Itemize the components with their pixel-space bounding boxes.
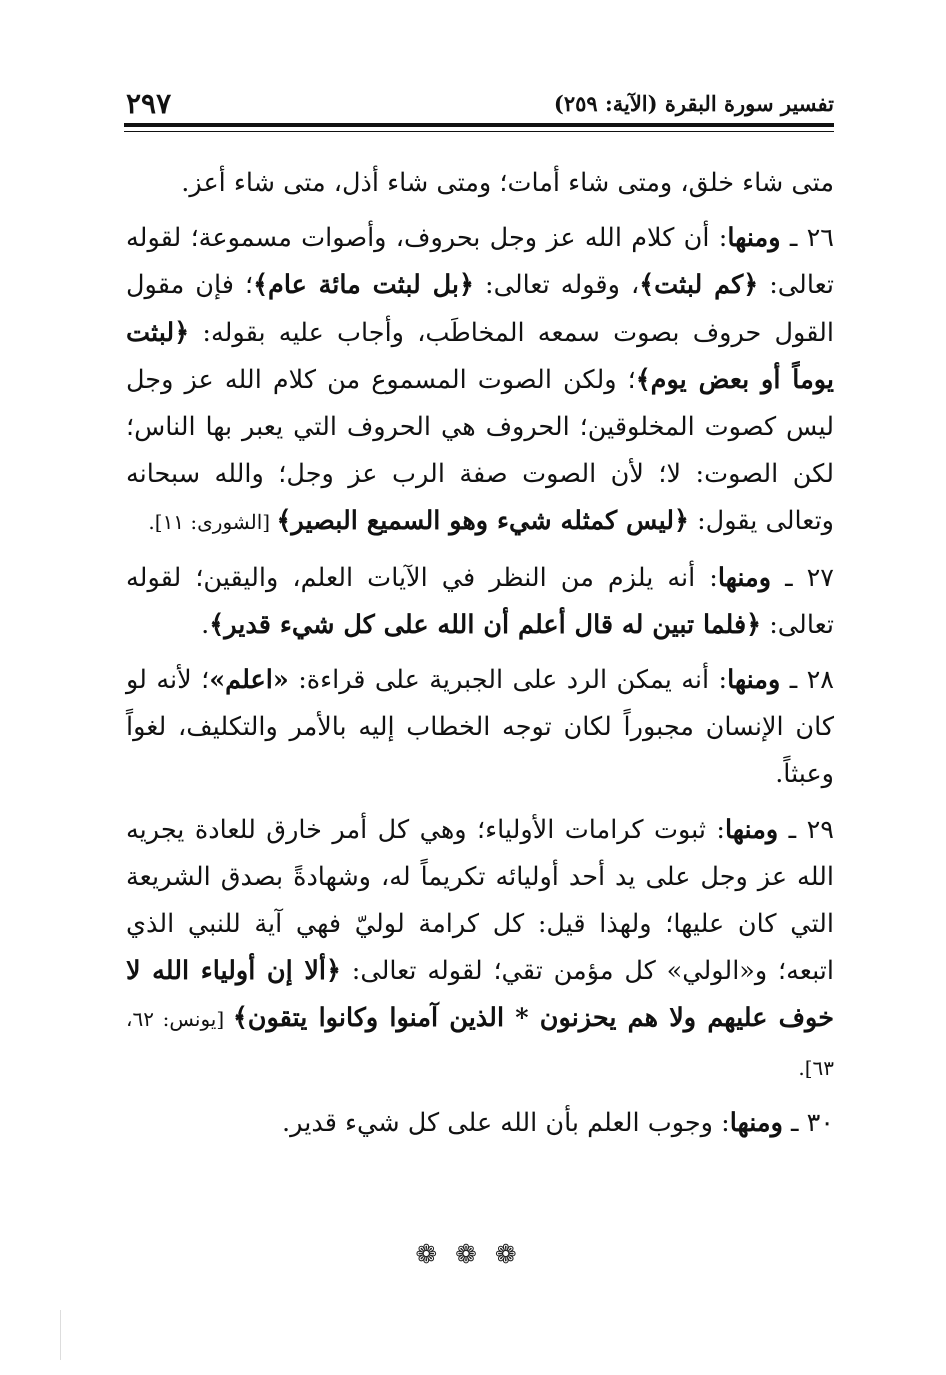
running-title: تفسير سورة البقرة (الآية: ٢٥٩) — [553, 91, 834, 116]
quran-quote: ﴿فلما تبين له قال أعلم أن الله على كل شيء قدير﴾ — [209, 609, 762, 640]
quran-quote: ﴿لبثت يوماً أو بعض يوم﴾ — [126, 317, 834, 395]
paragraph-text: . — [201, 609, 210, 640]
item-number: ٢٩ ـ — [778, 814, 834, 845]
page-number: ٢٩٧ — [126, 87, 172, 120]
item-number: ٢٨ ـ — [780, 665, 834, 696]
item-keyword: ومنها — [727, 223, 781, 254]
paragraph-text: : أن كلام الله عز وجل بحروف، وأصوات مسموعة؛ لقوله تعالى: — [126, 223, 834, 301]
paragraph-text: : أنه يمكن الرد على الجبرية على قراءة: — [288, 665, 728, 696]
paragraph-text: : أنه يلزم من النظر في الآيات العلم، واليقين؛ لقوله تعالى: — [126, 562, 834, 640]
paragraph-29 — [126, 807, 834, 1092]
paragraph-text: : ثبوت كرامات الأولياء؛ وهي كل أمر خارق للعادة يجريه الله عز وجل على يد أحد أوليائه تكريماً له، وشهادةً بصدق الشريعة التي كان عليها؛ ولهذا قيل: كل كرامة لوليّ فهي آية للنبي الذي اتبعه؛ و«الولي» كل مؤمن تقي؛ لقوله تعالى: — [126, 814, 834, 987]
paragraph-30 — [126, 1100, 834, 1147]
paragraph-text: ؛ ولكن الصوت المسموع من كلام الله عز وجل ليس كصوت المخلوقين؛ الحروف هي الحروف التي يعبر بها الناس؛ لكن الصوت: لا؛ لأن الصوت صفة الرب عز وجل؛ والله سبحانه وتعالى يقول: — [126, 364, 834, 537]
verse-reference: [يونس: ٦٢، ٦٣]. — [126, 1007, 834, 1080]
paragraph-text: متى شاء خلق، ومتى شاء أمات؛ ومتى شاء أذل، متى شاء أعز. — [181, 168, 834, 198]
quran-quote: ﴿كم لبثت﴾ — [639, 270, 759, 301]
paragraph-text: ؛ فإن مقول القول حروف بصوت سمعه المخاطَب، وأجاب عليه بقوله: — [126, 270, 834, 348]
paragraph-continuation — [126, 160, 834, 207]
quran-quote: ﴿ليس كمثله شيء وهو السميع البصير﴾ — [276, 506, 689, 537]
item-keyword: ومنها — [725, 814, 779, 845]
verse-reference: [الشورى: ١١]. — [148, 510, 277, 535]
item-number: ٢٦ ـ — [780, 223, 834, 254]
scan-margin-mark — [60, 1310, 61, 1360]
paragraph-27 — [126, 555, 834, 649]
item-keyword: ومنها — [727, 665, 781, 696]
quran-quote: ﴿بل لبثت مائة عام﴾ — [253, 270, 474, 301]
quoted-reading: «اعلم» — [209, 665, 289, 696]
header-rule-thick — [124, 123, 834, 127]
paragraph-text: ، وقوله تعالى: — [473, 270, 640, 301]
item-number: ٢٧ ـ — [771, 562, 834, 593]
item-keyword: ومنها — [717, 562, 772, 593]
section-end-ornament: ❁❁❁ — [415, 1240, 535, 1270]
item-keyword: ومنها — [729, 1107, 783, 1138]
page-header — [124, 84, 834, 124]
header-rule-thin — [124, 131, 834, 132]
item-number: ٣٠ ـ — [782, 1107, 834, 1138]
paragraph-26 — [126, 215, 834, 546]
quran-quote: ﴿ألا إن أولياء الله لا خوف عليهم ولا هم يحزنون * الذين آمنوا وكانوا يتقون﴾ — [126, 956, 834, 1034]
paragraph-text: : وجوب العلم بأن الله على كل شيء قدير. — [282, 1107, 730, 1138]
paragraph-28 — [126, 657, 834, 799]
page-body — [126, 160, 834, 1155]
paragraph-text: ؛ لأنه لو كان الإنسان مجبوراً لكان توجه الخطاب إليه بالأمر والتكليف، لغواً وعبثاً. — [126, 665, 834, 790]
